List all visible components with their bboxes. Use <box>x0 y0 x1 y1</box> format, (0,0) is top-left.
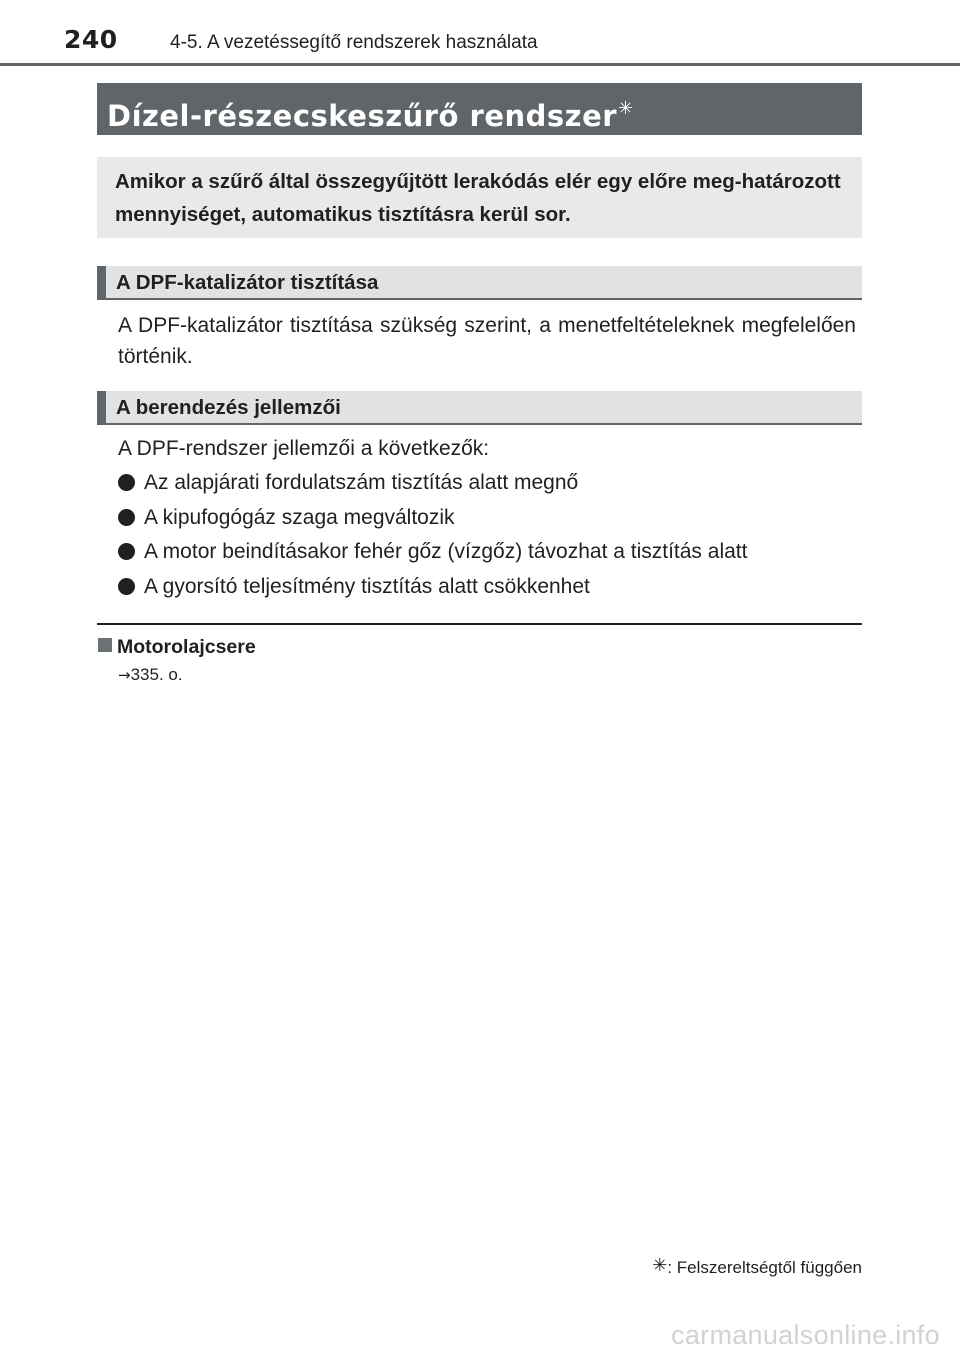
notes-divider <box>97 623 862 625</box>
section-title-bar <box>97 83 862 135</box>
arrow-right-icon: → <box>118 666 131 684</box>
page-reference-text: 335. o. <box>130 665 183 684</box>
footnote <box>652 1257 862 1279</box>
header-divider <box>0 63 960 66</box>
footnote-text: : Felszereltségtől függően <box>667 1258 862 1277</box>
subsection-heading-label: A DPF-katalizátor tisztítása <box>116 271 379 294</box>
asterisk-icon: ✳ <box>618 98 634 119</box>
bullet-icon <box>118 543 135 560</box>
subsection-heading-dpf-cleaning <box>97 266 862 300</box>
list-item-text: A gyorsító teljesítmény tisztítás alatt csökkenhet <box>144 574 590 598</box>
list-item <box>118 570 863 605</box>
section-title-text: Dízel-részecskeszűrő rendszer <box>107 99 618 133</box>
heading-accent <box>97 391 106 425</box>
subsection-heading-features <box>97 391 862 425</box>
list-item <box>118 535 863 570</box>
square-bullet-icon <box>98 638 112 652</box>
list-item-text: A motor beindításakor fehér gőz (vízgőz) távozhat a tisztítás alatt <box>144 540 748 563</box>
note-heading <box>98 634 256 660</box>
subsection-heading-label: A berendezés jellemzői <box>116 396 341 419</box>
list-item-text: A kipufogógáz szaga megváltozik <box>144 505 455 529</box>
intro-box <box>97 157 862 238</box>
dpf-cleaning-paragraph: A DPF-katalizátor tisztítása szükség szerint, a menetfeltételeknek megfelelően történik. <box>118 314 856 368</box>
chapter-title: 4-5. A vezetéssegítő rendszerek használata <box>170 32 538 53</box>
features-intro-paragraph: A DPF-rendszer jellemzői a következők: <box>118 437 490 460</box>
intro-text: Amikor a szűrő által összegyűjtött lerakódás elér egy előre meg-határozott mennyiséget, automatikus tisztításra kerül sor. <box>115 170 841 226</box>
list-item-text: Az alapjárati fordulatszám tisztítás alatt megnő <box>144 471 579 494</box>
bullet-icon <box>118 474 135 491</box>
page-reference-link[interactable] <box>118 664 183 686</box>
page-header <box>0 0 960 66</box>
features-bullet-list <box>118 466 863 604</box>
asterisk-icon: ✳ <box>652 1255 668 1276</box>
section-title <box>107 91 634 134</box>
heading-accent <box>97 266 106 300</box>
bullet-icon <box>118 578 135 595</box>
bullet-icon <box>118 509 135 526</box>
list-item <box>118 466 863 501</box>
watermark: carmanualsonline.info <box>671 1320 940 1350</box>
page-number: 240 <box>64 25 118 54</box>
list-item <box>118 501 863 536</box>
note-heading-label: Motorolajcsere <box>117 636 256 658</box>
